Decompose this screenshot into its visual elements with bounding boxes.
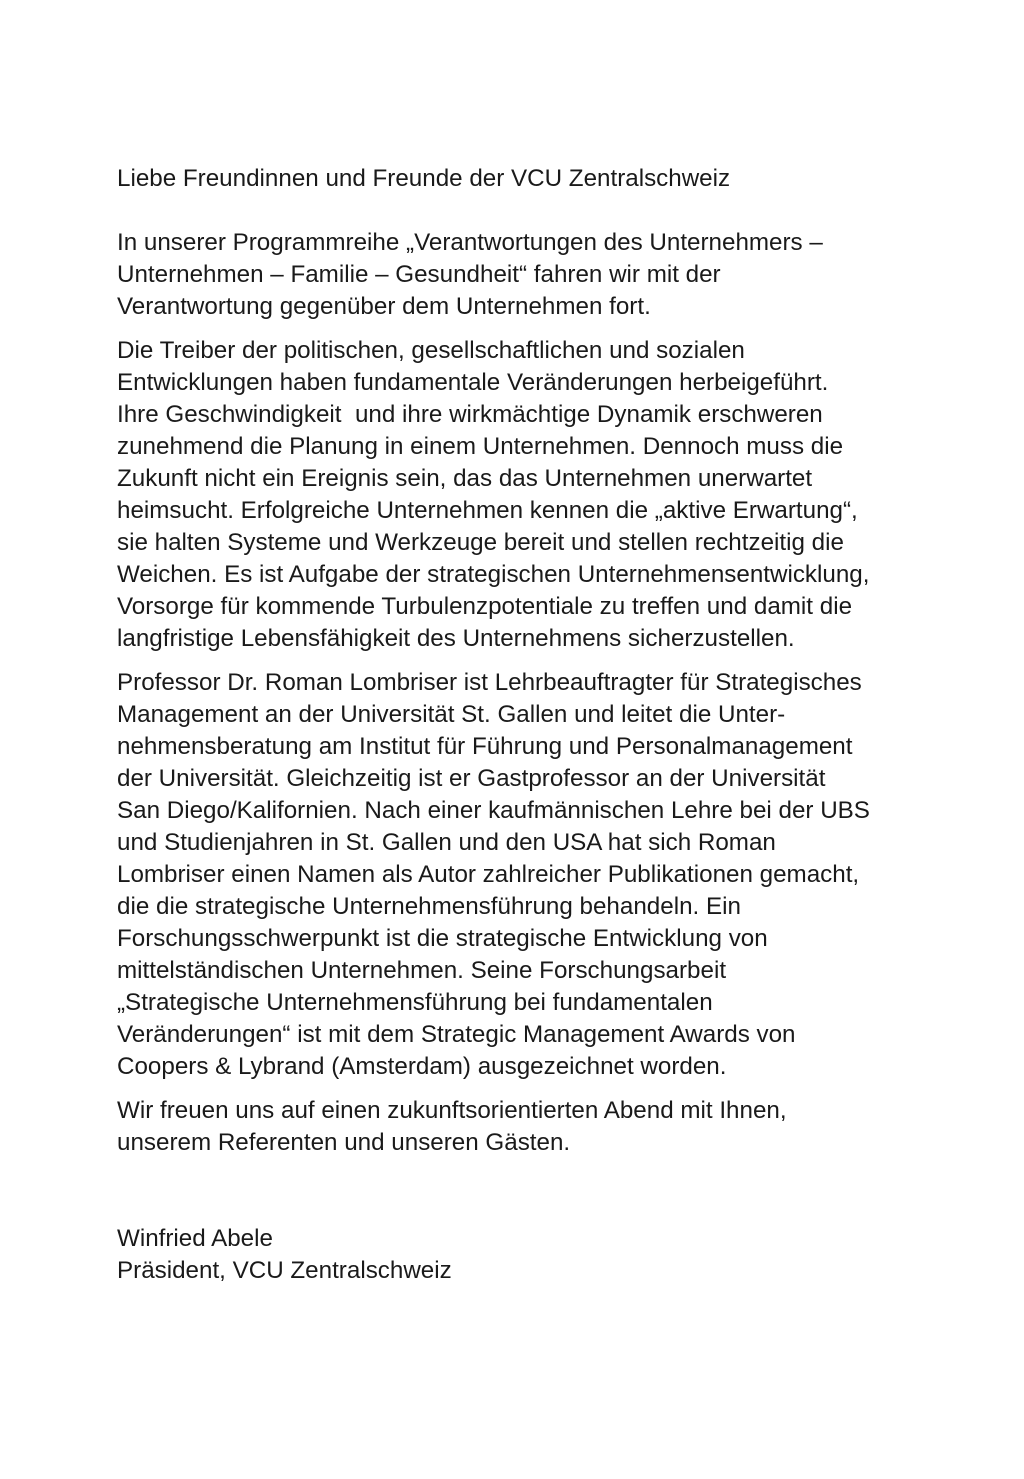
paragraph-line: In unserer Programmreihe „Verantwortungen des Unternehmers – (117, 229, 823, 256)
letter-page (117, 163, 997, 1287)
paragraph-line: Coopers & Lybrand (Amsterdam) ausgezeichnet worden. (117, 1053, 727, 1080)
paragraph-line: Verantwortung gegenüber dem Unternehmen fort. (117, 293, 651, 320)
paragraph-line: und Studienjahren in St. Gallen und den USA hat sich Roman (117, 829, 776, 856)
paragraph-line: Lombriser einen Namen als Autor zahlreicher Publikationen gemacht, (117, 861, 860, 888)
paragraph-line: nehmensberatung am Institut für Führung und Personalmanagement (117, 733, 853, 760)
paragraph-speaker-bio (117, 667, 997, 1083)
signature-block (117, 1223, 997, 1287)
paragraph-line: Professor Dr. Roman Lombriser ist Lehrbeauftragter für Strategisches (117, 669, 862, 696)
paragraph-line: „Strategische Unternehmensführung bei fundamentalen (117, 989, 713, 1016)
paragraph-line: Zukunft nicht ein Ereignis sein, das das Unternehmen unerwartet (117, 465, 813, 492)
paragraph-line: Ihre Geschwindigkeit und ihre wirkmächtige Dynamik erschweren (117, 401, 823, 428)
paragraph-drivers-of-change (117, 335, 997, 655)
signature-name: Winfried Abele (117, 1225, 273, 1252)
signature-title: Präsident, VCU Zentralschweiz (117, 1257, 452, 1284)
salutation: Liebe Freundinnen und Freunde der VCU Zentralschweiz (117, 165, 731, 192)
paragraph-line: unserem Referenten und unseren Gästen. (117, 1129, 571, 1156)
paragraph-line: Unternehmen – Familie – Gesundheit“ fahren wir mit der (117, 261, 721, 288)
paragraph-line: mittelständischen Unternehmen. Seine Forschungsarbeit (117, 957, 727, 984)
paragraph-line: langfristige Lebensfähigkeit des Unternehmens sicherzustellen. (117, 625, 795, 652)
paragraph-line: Forschungsschwerpunkt ist die strategische Entwicklung von (117, 925, 768, 952)
paragraph-line: Entwicklungen haben fundamentale Veränderungen herbeigeführt. (117, 369, 829, 396)
paragraph-line: heimsucht. Erfolgreiche Unternehmen kennen die „aktive Erwartung“, (117, 497, 858, 524)
paragraph-line: sie halten Systeme und Werkzeuge bereit und stellen rechtzeitig die (117, 529, 844, 556)
paragraph-line: Veränderungen“ ist mit dem Strategic Management Awards von (117, 1021, 796, 1048)
paragraph-line: San Diego/Kalifornien. Nach einer kaufmännischen Lehre bei der UBS (117, 797, 870, 824)
paragraph-program-series (117, 227, 997, 323)
paragraph-line: Wir freuen uns auf einen zukunftsorientierten Abend mit Ihnen, (117, 1097, 787, 1124)
paragraph-closing (117, 1095, 997, 1159)
paragraph-line: die die strategische Unternehmensführung behandeln. Ein (117, 893, 741, 920)
paragraph-line: der Universität. Gleichzeitig ist er Gastprofessor an der Universität (117, 765, 826, 792)
paragraph-line: Management an der Universität St. Gallen und leitet die Unter- (117, 701, 786, 728)
paragraph-line: Weichen. Es ist Aufgabe der strategischen Unternehmensentwicklung, (117, 561, 870, 588)
paragraph-line: Vorsorge für kommende Turbulenzpotentiale zu treffen und damit die (117, 593, 853, 620)
paragraph-line: Die Treiber der politischen, gesellschaftlichen und sozialen (117, 337, 745, 364)
paragraph-line: zunehmend die Planung in einem Unternehmen. Dennoch muss die (117, 433, 844, 460)
